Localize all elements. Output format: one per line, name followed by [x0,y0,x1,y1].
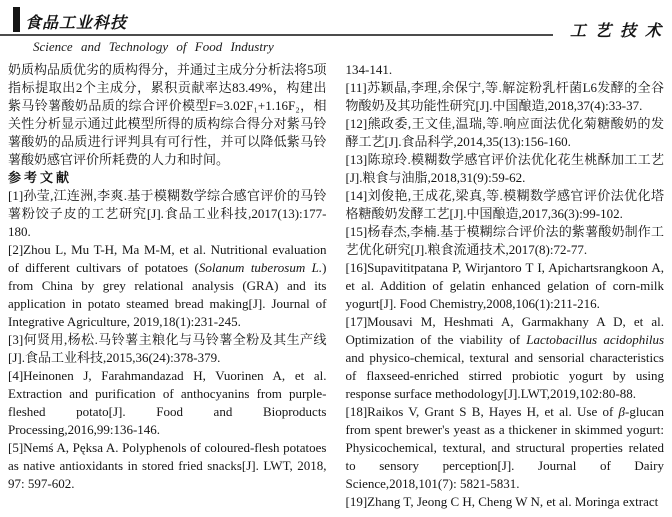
reference-text: [11]苏颖晶,李理,余保宁,等.解淀粉乳杆菌L6发酵的全谷物酸奶及其功能性研究[J].中国酿造,2018,37(4):33-37. [345,80,664,113]
species-name-italic: Solanum tuberosum L. [198,260,323,275]
species-name-italic: Lactobacillus acidophilus [526,332,665,347]
reference-text: [1]孙莹,江连洲,李爽.基于模糊数学综合感官评价的马铃薯粉饺子皮的工艺研究[J].食品工业科技,2017(13):177-180. [8,188,327,239]
reference-item [346,151,665,187]
reference-text: [14]刘俊艳,王成花,梁真,等.模糊数学感官评价法优化塔格糖酸奶发酵工艺[J].中国酿造,2017,36(3):99-102. [345,188,664,221]
journal-name-en: Science and Technology of Food Industry [33,39,274,54]
body-paragraph: 奶质构品质优劣的质构得分，并通过主成分分析法将5项指标提取出2个主成分，累积贡献率达83.49%，构建出紫马铃薯酸奶品质的综合评价模型F=3.02F₁+1.16F₂，相关性分析显示通过此模型所得的质构综合得分对紫马铃薯酸奶的品质进行评判具有可行性，并可以降低紫马铃薯酸奶感官评价所耗费的人力和时间。 [8,62,327,167]
reference-text: [12]熊政委,王文佳,温瑞,等.响应面法优化菊糖酸奶的发酵工艺[J].食品科学,2014,35(13):156-160. [345,116,664,149]
reference-text: [18]Raikos V, Grant S B, Hayes H, et al. Use of [345,404,619,419]
reference-text: and physico-chemical, textural and sensorial characteristics of flaxseed-enriched stirred probiotic yogurt by using response surface methodology[J].LWT,2019,102:80-88. [345,350,664,401]
header-rule [0,34,553,36]
journal-logo-text-zh: 食品工业科技 [25,15,128,32]
reference-item [346,313,665,403]
reference-text: ) from China by grey relational analysis (GRA) and its application in potato steamed bread making[J]. Journal of Integrative Agriculture, 2019,18(1):231-245. [8,260,327,329]
reference-item [346,115,665,151]
reference-item [346,493,665,511]
section-label: 工艺技术 [569,23,670,40]
beta-symbol-italic: β [618,404,626,419]
references-heading: 参考文献 [8,170,73,185]
reference-text: [5]Nemś A, Pęksa A. Polyphenols of coloured-flesh potatoes as native antioxidants in stored fried snacks[J]. LWT, 2018, 97: 597-602. [8,440,327,491]
logo-bar-decoration [13,7,20,32]
reference-item [8,187,327,241]
reference-item [346,223,665,259]
reference-item [8,367,327,439]
journal-logo [13,7,153,36]
reference-item [8,241,327,331]
reference-text: [16]Supavititpatana P, Wirjantoro T I, Apichartsrangkoon A, et al. Addition of gelatin enhanced gelation of corn-milk yogurt[J]. Food Chemistry,2008,106(1):211-216. [345,260,664,311]
reference-text: [17]Mousavi M, Heshmati A, Garmakhany A D, et al. Optimization of the viability of [345,314,664,347]
article-body [8,61,664,517]
reference-item [346,259,665,313]
reference-text: [3]何贤用,杨松.马铃薯主粮化与马铃薯全粉及其生产线[J].食品工业科技,2015,36(24):378-379. [8,332,327,365]
right-column [346,61,665,517]
reference-item [346,79,665,115]
reference-item [8,331,327,367]
reference-text: [13]陈琼玲.模糊数学感官评价法优化花生桃酥加工工艺[J].粮食与油脂,2018,31(9):59-62. [345,152,664,185]
reference-continuation: 134-141. [345,62,393,77]
reference-text: [2]Zhou L, Mu T-H, Ma M-M, et al. Nutritional evaluation of different cultivars of potatoes ( [8,242,327,275]
reference-text: [15]杨春杰,李楠.基于模糊综合评价法的紫薯酸奶制作工艺优化研究[J].粮食流通技术,2017(8):72-77. [345,224,664,257]
reference-item [8,439,327,493]
reference-text: [4]Heinonen J, Farahmandazad H, Vuorinen A, et al. Extraction and purification of anthocyanins from purple-fleshed potato[J]. Food and Bioproducts Processing,2016,99:136-146. [8,368,327,437]
reference-text: -glucan from spent brewer's yeast as a thickener in skimmed yogurt: Physicochemical, textural, and structural properties related to sensory perception[J]. Journal of Dairy Science,2018,101(7): 5821-5831. [345,404,664,491]
reference-item [346,403,665,493]
left-column [8,61,327,517]
reference-text: [19]Zhang T, Jeong C H, Cheng W N, et al. Moringa extract [345,494,659,509]
reference-item [346,187,665,223]
